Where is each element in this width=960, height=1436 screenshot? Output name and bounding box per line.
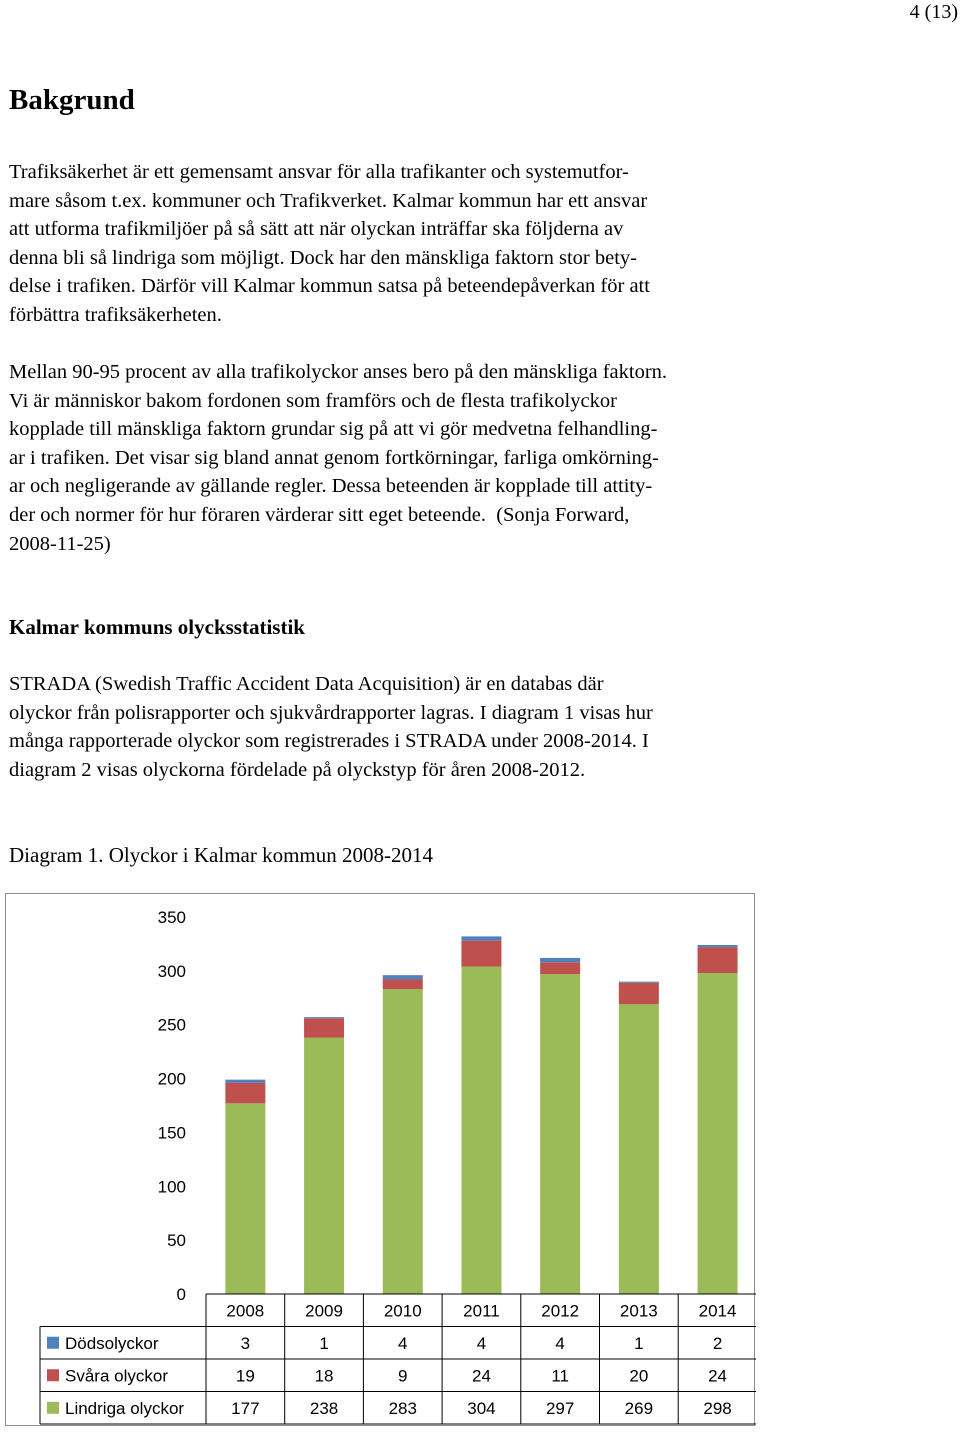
data-table-value: 269 (624, 1398, 654, 1418)
data-table-value: 297 (545, 1398, 575, 1418)
y-tick-label: 200 (157, 1069, 186, 1089)
data-table-value: 11 (551, 1366, 569, 1386)
bar-segment (461, 936, 501, 940)
text-line: denna bli så lindriga som möjligt. Dock har den mänskliga faktorn stor bety- (9, 246, 637, 269)
paragraph-human-factor (9, 358, 799, 558)
chart-frame (5, 893, 755, 1426)
data-table-value: 19 (235, 1366, 255, 1386)
data-table-value: 4 (476, 1333, 487, 1353)
x-category-label: 2013 (619, 1301, 658, 1321)
data-table-value: 4 (555, 1333, 565, 1353)
data-table-value: 238 (309, 1398, 339, 1418)
text-line: diagram 2 visas olyckorna fördelade på olyckstyp för åren 2008-2012. (9, 758, 586, 781)
bar-segment (698, 945, 738, 947)
legend-label: Lindriga olyckor (65, 1398, 185, 1418)
x-category-label: 2009 (305, 1301, 343, 1321)
text-line: der och normer för hur föraren värderar sitt eget beteende. (Sonja Forward, (9, 503, 630, 526)
x-category-label: 2011 (463, 1301, 500, 1321)
y-tick-label: 50 (167, 1231, 186, 1251)
data-table-value: 2 (712, 1333, 723, 1353)
legend-label: Svåra olyckor (65, 1366, 168, 1386)
legend-label: Dödsolyckor (65, 1333, 159, 1353)
text-line: kopplade till mänskliga faktorn grundar sig på att vi gör medvetna felhandling- (9, 418, 658, 441)
paragraph-background (9, 158, 799, 330)
bar-segment (225, 1080, 265, 1083)
data-table-value: 304 (467, 1398, 496, 1418)
bar-segment (225, 1103, 265, 1294)
section-heading-statistics: Kalmar kommuns olycksstatistik (9, 615, 305, 639)
data-table-value: 24 (708, 1366, 728, 1386)
bar-segment (383, 975, 423, 979)
text-line: olyckor från polisrapporter och sjukvårdrapporter lagras. I diagram 1 visas hur (9, 701, 653, 724)
bar-segment (619, 983, 659, 1005)
data-table-value: 283 (388, 1398, 417, 1418)
data-table-value: 18 (314, 1366, 334, 1386)
accidents-chart (6, 894, 756, 1427)
text-line: ar och negligerande av gällande regler. Dessa beteenden är kopplade till attity- (9, 475, 653, 498)
text-line: mare såsom t.ex. kommuner och Trafikverket. Kalmar kommun har ett ansvar (9, 189, 648, 212)
bar-segment (698, 947, 738, 973)
y-tick-label: 300 (157, 961, 186, 981)
data-table-value: 177 (231, 1398, 260, 1418)
x-category-label: 2010 (383, 1301, 422, 1321)
text-line: många rapporterade olyckor som registrerades i STRADA under 2008-2014. I (9, 730, 649, 753)
text-line: förbättra trafiksäkerheten. (9, 303, 222, 326)
bar-segment (540, 962, 580, 974)
text-line: Trafiksäkerhet är ett gemensamt ansvar för alla trafikanter och systemutfor- (9, 161, 629, 183)
text-line: Vi är människor bakom fordonen som framförs och de flesta trafikolyckor (9, 389, 617, 412)
bar-segment (304, 1038, 344, 1294)
legend-swatch (47, 1402, 59, 1414)
legend-swatch (47, 1369, 59, 1381)
x-category-label: 2008 (226, 1301, 265, 1321)
text-line: att utforma trafikmiljöer på så sätt att när olyckan inträffar ska följderna av (9, 218, 624, 241)
bar-segment (304, 1018, 344, 1037)
data-table-value: 24 (471, 1366, 491, 1386)
page-heading: Bakgrund (9, 84, 135, 116)
x-category-label: 2014 (698, 1301, 737, 1321)
data-table-value: 1 (634, 1333, 644, 1353)
data-table-value: 9 (398, 1366, 408, 1386)
bar-segment (619, 982, 659, 983)
bar-segment (383, 979, 423, 989)
text-line: 2008-11-25) (9, 532, 111, 555)
data-table-value: 4 (398, 1333, 408, 1353)
bar-segment (540, 958, 580, 962)
bar-segment (619, 1004, 659, 1294)
bar-segment (225, 1083, 265, 1103)
text-line: ar i trafiken. Det visar sig bland annat genom fortkörningar, farliga omkörning- (9, 446, 659, 469)
bar-segment (461, 967, 501, 1294)
chart-caption: Diagram 1. Olyckor i Kalmar kommun 2008-2014 (9, 843, 433, 867)
x-category-label: 2012 (541, 1301, 580, 1321)
bar-segment (540, 974, 580, 1294)
y-tick-label: 350 (157, 908, 186, 927)
page-number: 4 (13) (909, 1, 958, 23)
bar-segment (383, 989, 423, 1294)
y-tick-label: 150 (157, 1123, 186, 1143)
text-line: delse i trafiken. Därför vill Kalmar kommun satsa på beteendepåverkan för att (9, 275, 650, 298)
data-table-value: 1 (319, 1333, 329, 1353)
data-table-value: 298 (703, 1398, 732, 1418)
y-tick-label: 250 (157, 1015, 186, 1035)
bar-segment (304, 1017, 344, 1018)
y-tick-label: 100 (157, 1177, 186, 1197)
legend-swatch (47, 1337, 59, 1349)
data-table-value: 20 (629, 1366, 649, 1386)
bar-segment (461, 941, 501, 967)
bar-segment (698, 973, 738, 1294)
text-line: STRADA (Swedish Traffic Accident Data Acquisition) är en databas där (9, 673, 604, 695)
text-line: Mellan 90-95 procent av alla trafikolyckor anses bero på den mänskliga faktorn. (9, 361, 668, 383)
y-tick-label: 0 (176, 1285, 186, 1304)
paragraph-strada (9, 670, 799, 784)
data-table-value: 3 (240, 1333, 251, 1353)
